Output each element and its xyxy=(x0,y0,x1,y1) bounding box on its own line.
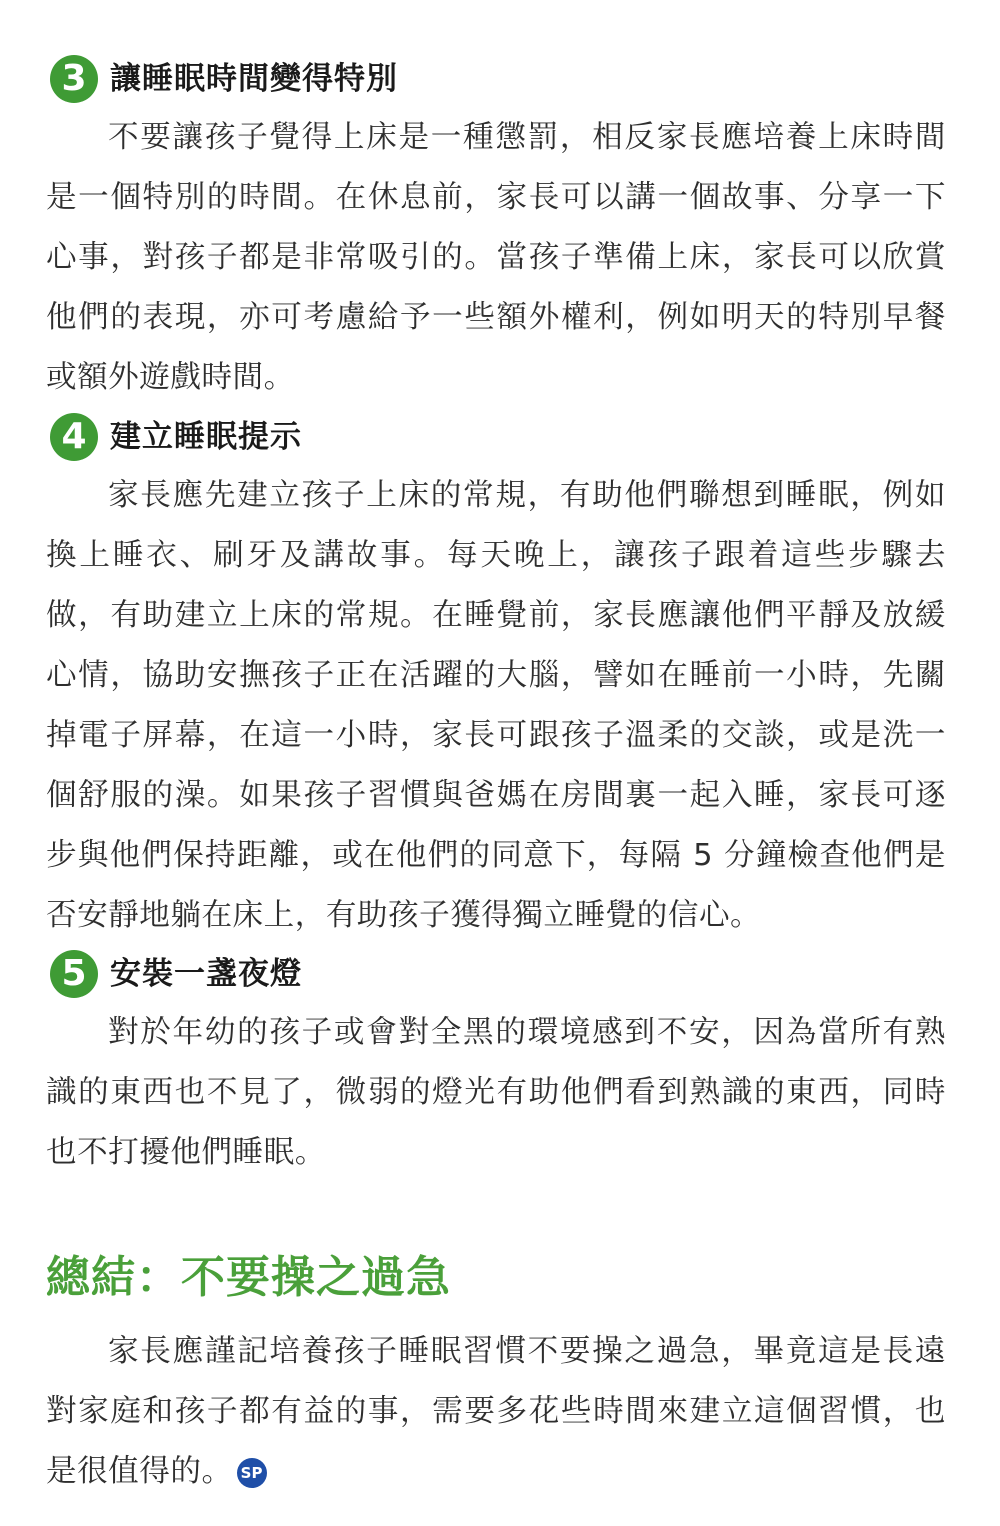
summary-title: 總結：不要操之過急 xyxy=(46,1252,451,1303)
summary-body xyxy=(46,1322,946,1502)
section-4-heading xyxy=(50,412,302,462)
section-title: 建立睡眠提示 xyxy=(110,419,302,455)
sp-end-mark-icon: SP xyxy=(237,1458,267,1488)
section-3-body: 不要讓孩子覺得上床是一種懲罰，相反家長應培養上床時間是一個特別的時間。在休息前，家長可以講一個故事、分享一下心事，對孩子都是非常吸引的。當孩子準備上床，家長可以欣賞他們的表現，亦可考慮給予一些額外權利，例如明天的特別早餐或額外遊戲時間。 xyxy=(46,120,946,395)
summary-text: 家長應謹記培養孩子睡眠習慣不要操之過急，畢竟這是長遠對家庭和孩子都有益的事，需要多花些時間來建立這個習慣，也是很值得的。 xyxy=(46,1334,946,1489)
section-number-badge: 3 xyxy=(50,55,98,103)
section-number-badge: 4 xyxy=(50,413,98,461)
section-number-badge: 5 xyxy=(50,950,98,998)
section-5-body: 對於年幼的孩子或會對全黑的環境感到不安，因為當所有熟識的東西也不見了，微弱的燈光有助他們看到熟識的東西，同時也不打擾他們睡眠。 xyxy=(46,1015,946,1170)
section-title: 讓睡眠時間變得特別 xyxy=(110,61,398,97)
section-3-heading xyxy=(50,54,398,104)
section-4-body: 家長應先建立孩子上床的常規，有助他們聯想到睡眠，例如換上睡衣、刷牙及講故事。每天晚上，讓孩子跟着這些步驟去做，有助建立上床的常規。在睡覺前，家長應讓他們平靜及放緩心情，協助安撫孩子正在活躍的大腦，譬如在睡前一小時，先關掉電子屏幕，在這一小時，家長可跟孩子溫柔的交談，或是洗一個舒服的澡。如果孩子習慣與爸媽在房間裏一起入睡，家長可逐步與他們保持距離，或在他們的同意下，每隔 5 分鐘檢查他們是否安靜地躺在床上，有助孩子獲得獨立睡覺的信心。 xyxy=(46,478,946,933)
section-title: 安裝一盞夜燈 xyxy=(110,956,302,992)
section-5-heading xyxy=(50,949,302,999)
